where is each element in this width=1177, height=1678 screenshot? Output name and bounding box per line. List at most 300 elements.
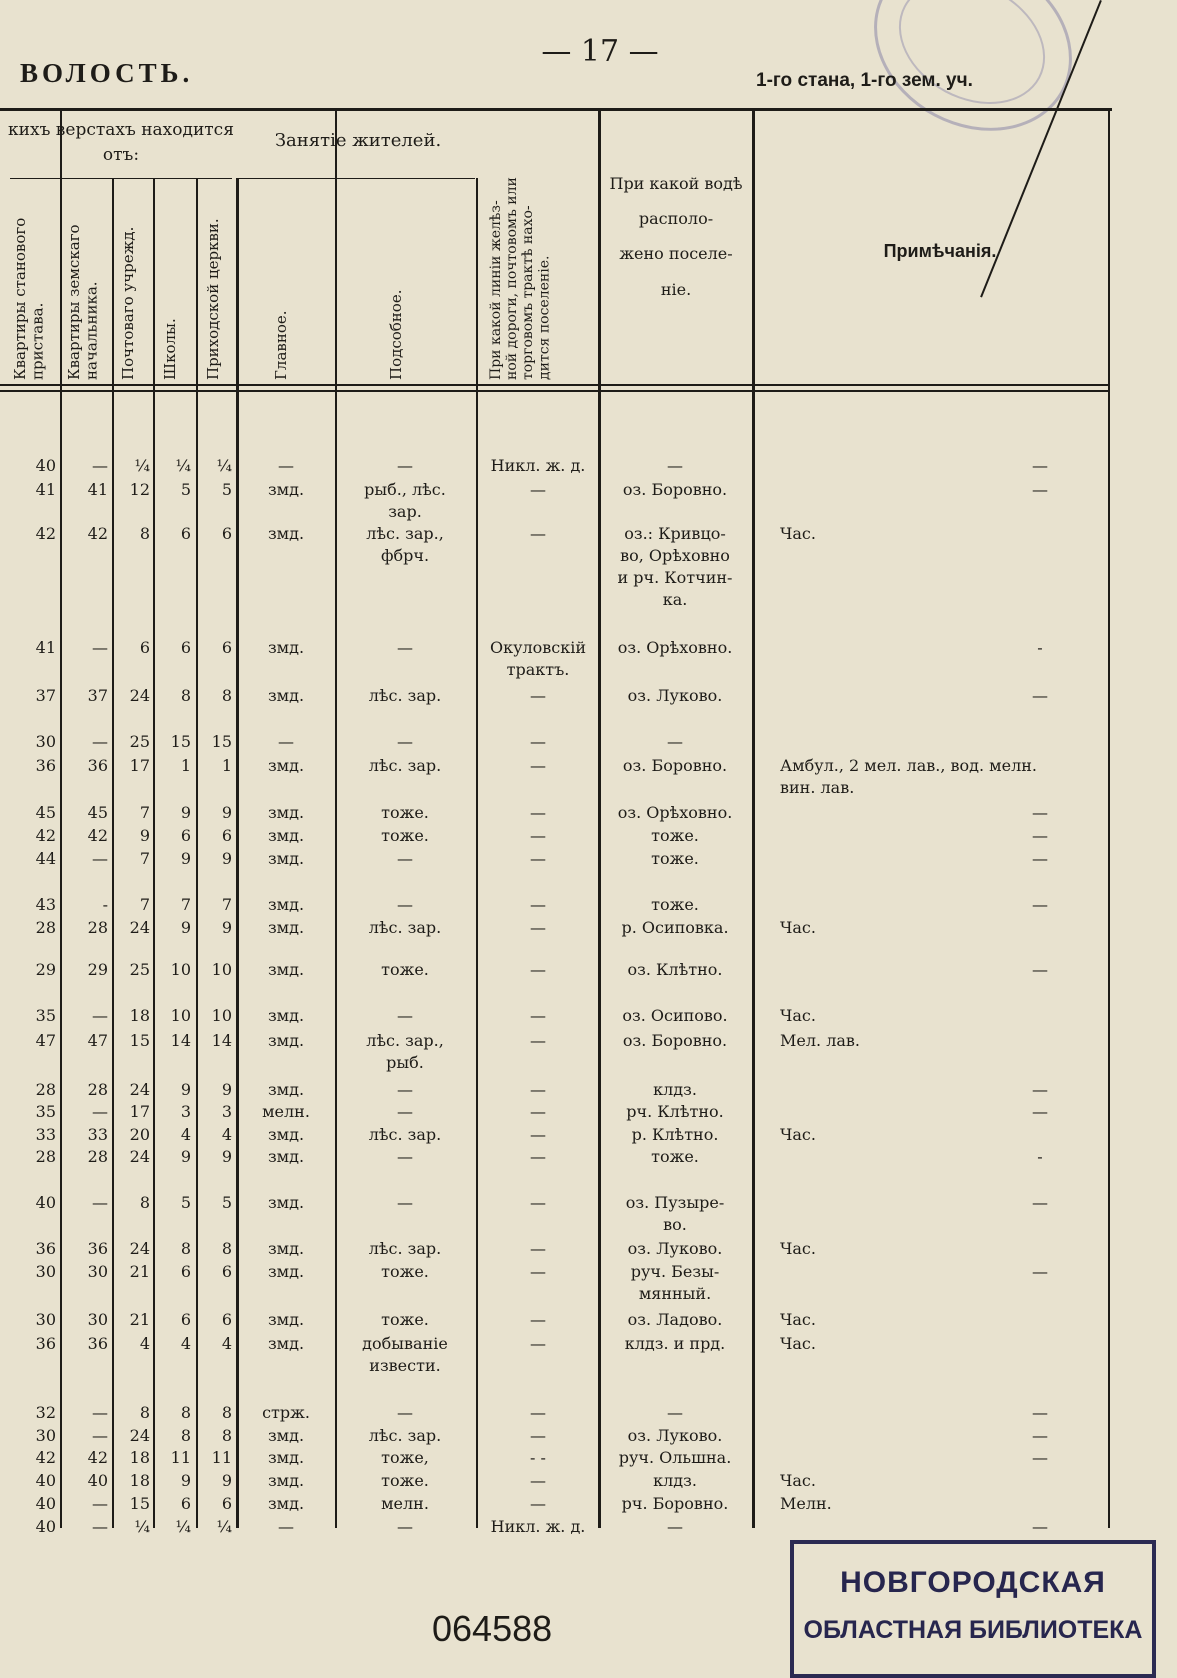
cell-aux: тоже.: [381, 960, 429, 979]
cell-c5: 9: [221, 1080, 232, 1099]
cell-aux: —: [397, 1006, 413, 1025]
cell-c2: 42: [87, 1448, 108, 1467]
header-col-aux-occupation: Подсобное.: [387, 289, 405, 380]
cell-c1: 35: [35, 1006, 56, 1025]
cell-c4: 3: [180, 1102, 191, 1121]
cell-aux: лѣс. зар.: [368, 1239, 442, 1258]
cell-c3: 7: [139, 803, 150, 822]
cell-aux: —: [397, 732, 413, 751]
cell-water: —: [667, 1403, 683, 1422]
cell-c5: 4: [221, 1125, 232, 1144]
cell-dash: —: [1032, 456, 1048, 475]
cell-dash: —: [1032, 686, 1048, 705]
cell-main: стрж.: [262, 1403, 310, 1422]
cell-road: Никл. ж. д.: [490, 456, 586, 475]
cell-c2: 30: [87, 1310, 108, 1329]
cell-water: тоже.: [651, 895, 699, 914]
cell-aux: тоже.: [381, 1310, 429, 1329]
cell-main: —: [278, 1517, 294, 1536]
cell-road: —: [530, 1403, 546, 1422]
cell-main: змд.: [267, 960, 305, 979]
cell-c4: ¼: [175, 456, 191, 475]
cell-c4: 1: [180, 756, 191, 775]
cell-c5: 8: [221, 1403, 232, 1422]
cell-road: —: [530, 1262, 546, 1281]
cell-aux: лѣс. зар.: [368, 686, 442, 705]
cell-road: —: [530, 480, 546, 499]
cell-c4: 9: [180, 803, 191, 822]
cell-c2: 36: [87, 756, 108, 775]
cell-c3: 25: [129, 732, 150, 751]
cell-aux: тоже.: [381, 826, 429, 845]
cell-main: змд.: [267, 1334, 305, 1353]
cell-road: —: [530, 1239, 546, 1258]
cell-c1: 35: [35, 1102, 56, 1121]
cell-c5: 9: [221, 803, 232, 822]
cell-main: —: [278, 456, 294, 475]
cell-water: ка.: [662, 590, 688, 609]
column-line: [236, 178, 239, 1528]
cell-dash: —: [1032, 1193, 1048, 1212]
cell-main: змд.: [267, 1125, 305, 1144]
cell-water: руч. Ольшна.: [618, 1448, 732, 1467]
inventory-number: 064588: [432, 1608, 553, 1649]
cell-main: змд.: [267, 1471, 305, 1490]
cell-c1: 44: [35, 849, 56, 868]
cell-dash: —: [1032, 1426, 1048, 1445]
cell-c5: 10: [211, 1006, 232, 1025]
library-stamp-line2: ОБЛАСТНАЯ БИБЛИОТЕКА: [803, 1616, 1143, 1644]
cell-aux: —: [397, 1147, 413, 1166]
cell-c4: 4: [180, 1125, 191, 1144]
cell-c5: ¼: [216, 1517, 232, 1536]
cell-c2: 30: [87, 1262, 108, 1281]
cell-main: змд.: [267, 1426, 305, 1445]
cell-road: —: [530, 1426, 546, 1445]
cell-c1: 40: [35, 1471, 56, 1490]
cell-main: змд.: [267, 1147, 305, 1166]
cell-dash: —: [1032, 803, 1048, 822]
cell-water: оз. Луково.: [627, 686, 723, 705]
cell-c4: 15: [170, 732, 191, 751]
cell-c4: 6: [180, 524, 191, 543]
cell-c2: 40: [87, 1471, 108, 1490]
cell-c4: 9: [180, 918, 191, 937]
cell-c4: ¼: [175, 1517, 191, 1536]
cell-water: оз. Луково.: [627, 1239, 723, 1258]
cell-c4: 8: [180, 1426, 191, 1445]
cell-dash: —: [1032, 960, 1048, 979]
cell-c4: 4: [180, 1334, 191, 1353]
cell-c2: —: [92, 849, 108, 868]
header-col-water: При какой водѣ располо- жено поселе- ніе.: [609, 174, 743, 299]
cell-c1: 33: [35, 1125, 56, 1144]
cell-water: —: [667, 456, 683, 475]
cell-c3: 8: [139, 1403, 150, 1422]
cell-water: во.: [663, 1215, 687, 1234]
cell-c2: —: [92, 1006, 108, 1025]
cell-c3: 25: [129, 960, 150, 979]
cell-main: змд.: [267, 524, 305, 543]
cell-c5: 4: [221, 1334, 232, 1353]
cell-c5: 14: [211, 1031, 232, 1050]
occupation-group-rule: [238, 178, 475, 179]
cell-dash: —: [1032, 1080, 1048, 1099]
cell-dash: —: [1032, 1403, 1048, 1422]
page-right-title: 1-го стана, 1-го зем. уч.: [756, 70, 973, 91]
cell-aux: извести.: [369, 1356, 441, 1375]
cell-c5: 15: [211, 732, 232, 751]
cell-c2: —: [92, 732, 108, 751]
cell-dash: -: [1037, 1147, 1043, 1166]
cell-c2: 28: [87, 1080, 108, 1099]
cell-water: тоже.: [651, 826, 699, 845]
cell-main: змд.: [267, 1031, 305, 1050]
cell-water: оз. Боровно.: [622, 480, 728, 499]
cell-c3: 17: [129, 1102, 150, 1121]
cell-aux: —: [397, 895, 413, 914]
cell-main: змд.: [267, 756, 305, 775]
library-stamp: [790, 1540, 1156, 1678]
cell-c3: 24: [129, 1426, 150, 1445]
cell-note: Час.: [780, 524, 816, 543]
cell-water: во, Орѣховно: [620, 546, 730, 565]
cell-road: —: [530, 826, 546, 845]
cell-main: змд.: [267, 1193, 305, 1212]
cell-c1: 36: [35, 1334, 56, 1353]
cell-road: —: [530, 960, 546, 979]
cell-aux: —: [397, 638, 413, 657]
cell-c3: 21: [129, 1310, 150, 1329]
cell-c5: 6: [221, 1310, 232, 1329]
cell-water: клдз.: [653, 1080, 697, 1099]
cell-water: оз. Орѣховно.: [617, 803, 733, 822]
cell-c2: 28: [87, 1147, 108, 1166]
header-top-rule: [0, 108, 1112, 111]
cell-c3: 15: [129, 1494, 150, 1513]
cell-main: змд.: [267, 918, 305, 937]
cell-c2: 47: [87, 1031, 108, 1050]
cell-c3: 18: [129, 1448, 150, 1467]
cell-c2: —: [92, 1517, 108, 1536]
cell-road: —: [530, 1006, 546, 1025]
cell-c1: 30: [35, 1426, 56, 1445]
cell-water: тоже.: [651, 849, 699, 868]
cell-c3: 6: [139, 638, 150, 657]
page-left-title: ВОЛОСТЬ.: [20, 58, 194, 88]
cell-c4: 10: [170, 960, 191, 979]
header-col-school: Школы.: [161, 318, 179, 380]
cell-c4: 7: [180, 895, 191, 914]
cell-c3: 7: [139, 849, 150, 868]
cell-aux: рыб., лѣс.: [364, 480, 446, 499]
cell-c5: 8: [221, 686, 232, 705]
cell-c2: —: [92, 1494, 108, 1513]
cell-main: змд.: [267, 1006, 305, 1025]
cell-note: Час.: [780, 1006, 816, 1025]
column-line: [752, 108, 755, 1528]
cell-road: —: [530, 1310, 546, 1329]
cell-c2: 41: [87, 480, 108, 499]
cell-c1: 30: [35, 1262, 56, 1281]
cell-aux: лѣс. зар.: [368, 1125, 442, 1144]
cell-dash: —: [1032, 895, 1048, 914]
cell-c5: 8: [221, 1426, 232, 1445]
cell-road: —: [530, 1471, 546, 1490]
cell-c5: 7: [221, 895, 232, 914]
cell-c3: 20: [129, 1125, 150, 1144]
cell-c1: 42: [35, 826, 56, 845]
cell-dash: —: [1032, 849, 1048, 868]
cell-main: змд.: [267, 803, 305, 822]
cell-c4: 8: [180, 1239, 191, 1258]
cell-c2: 28: [87, 918, 108, 937]
cell-c1: 41: [35, 638, 56, 657]
cell-main: мелн.: [262, 1102, 310, 1121]
cell-c1: 28: [35, 1147, 56, 1166]
cell-road: —: [530, 756, 546, 775]
cell-aux: тоже,: [381, 1448, 429, 1467]
cell-water: —: [667, 1517, 683, 1536]
cell-main: змд.: [267, 480, 305, 499]
cell-c4: 9: [180, 1147, 191, 1166]
cell-water: оз. Боровно.: [622, 756, 728, 775]
cell-dash: -: [1037, 638, 1043, 657]
cell-main: змд.: [267, 1080, 305, 1099]
cell-road: —: [530, 1031, 546, 1050]
cell-water: оз.: Кривцо-: [624, 524, 726, 543]
header-col-zemsky: Квартиры земскаго начальника.: [65, 224, 101, 380]
cell-c4: 9: [180, 1471, 191, 1490]
cell-water: руч. Безы-: [630, 1262, 720, 1281]
cell-aux: —: [397, 849, 413, 868]
cell-aux: —: [397, 1102, 413, 1121]
cell-c5: 6: [221, 524, 232, 543]
cell-c3: ¼: [134, 1517, 150, 1536]
cell-c4: 14: [170, 1031, 191, 1050]
cell-road: —: [530, 1193, 546, 1212]
cell-c5: 9: [221, 918, 232, 937]
cell-c5: 6: [221, 638, 232, 657]
cell-note: Амбул., 2 мел. лав., вод. мелн.: [780, 756, 1038, 775]
cell-road: трактъ.: [506, 660, 570, 679]
cell-c2: 29: [87, 960, 108, 979]
cell-main: змд.: [267, 1239, 305, 1258]
cell-c2: 36: [87, 1334, 108, 1353]
cell-c1: 45: [35, 803, 56, 822]
cell-c5: 6: [221, 1494, 232, 1513]
cell-c3: 17: [129, 756, 150, 775]
cell-note: Час.: [780, 1334, 816, 1353]
cell-c4: 11: [170, 1448, 191, 1467]
cell-main: змд.: [267, 1310, 305, 1329]
cell-c5: ¼: [216, 456, 232, 475]
cell-water: и рч. Котчин-: [617, 568, 733, 587]
cell-c5: 6: [221, 826, 232, 845]
cell-note: Мелн.: [780, 1494, 832, 1513]
cell-water: р. Клѣтно.: [631, 1125, 719, 1144]
header-col-stanovoy: Квартиры станового пристава.: [11, 217, 47, 380]
cell-water: р. Осиповка.: [621, 918, 729, 937]
cell-c3: 8: [139, 524, 150, 543]
cell-c4: 6: [180, 638, 191, 657]
cell-aux: фбрч.: [380, 546, 430, 565]
cell-c4: 8: [180, 1403, 191, 1422]
cell-road: —: [530, 1334, 546, 1353]
cell-c3: 18: [129, 1006, 150, 1025]
header-col-post: Почтоваго учрежд.: [119, 226, 137, 380]
cell-c3: 15: [129, 1031, 150, 1050]
cell-road: —: [530, 849, 546, 868]
cell-main: змд.: [267, 1494, 305, 1513]
cell-c1: 40: [35, 1193, 56, 1212]
cell-c2: 36: [87, 1239, 108, 1258]
page-number: — 17 —: [541, 34, 659, 69]
cell-c5: 5: [221, 480, 232, 499]
cell-c3: 24: [129, 1239, 150, 1258]
cell-note: Час.: [780, 1125, 816, 1144]
cell-aux: лѣс. зар.: [368, 918, 442, 937]
distance-group-rule: [10, 178, 232, 179]
cell-road: —: [530, 686, 546, 705]
cell-c1: 42: [35, 1448, 56, 1467]
cell-c4: 9: [180, 849, 191, 868]
cell-road: —: [530, 1494, 546, 1513]
cell-c1: 40: [35, 456, 56, 475]
header-col-notes: Примѣчанія.: [883, 241, 997, 261]
cell-c3: 24: [129, 1080, 150, 1099]
cell-main: змд.: [267, 1262, 305, 1281]
cell-dash: —: [1032, 1262, 1048, 1281]
cell-road: —: [530, 524, 546, 543]
cell-c3: 4: [139, 1334, 150, 1353]
cell-main: змд.: [267, 638, 305, 657]
cell-aux: лѣс. зар.,: [366, 524, 444, 543]
cell-aux: рыб.: [386, 1053, 424, 1072]
cell-road: —: [530, 732, 546, 751]
header-distance-group: кихъ верстахъ находится отъ:: [8, 120, 234, 165]
cell-main: змд.: [267, 686, 305, 705]
cell-water: оз. Пузыре-: [625, 1193, 725, 1212]
cell-c3: 24: [129, 1147, 150, 1166]
cell-road: Никл. ж. д.: [490, 1517, 586, 1536]
cell-c2: 45: [87, 803, 108, 822]
cell-note: Час.: [780, 1471, 816, 1490]
cell-water: оз. Ладово.: [627, 1310, 723, 1329]
cell-c1: 28: [35, 918, 56, 937]
cell-aux: лѣс. зар.,: [366, 1031, 444, 1050]
cell-c5: 9: [221, 1147, 232, 1166]
cell-aux: —: [397, 1517, 413, 1536]
cell-c1: 40: [35, 1517, 56, 1536]
cell-note: Час.: [780, 1239, 816, 1258]
cell-c4: 5: [180, 480, 191, 499]
cell-road: —: [530, 1125, 546, 1144]
cell-main: змд.: [267, 895, 305, 914]
cell-c5: 10: [211, 960, 232, 979]
cell-water: оз. Боровно.: [622, 1031, 728, 1050]
cell-main: змд.: [267, 826, 305, 845]
cell-c5: 3: [221, 1102, 232, 1121]
cell-c1: 32: [35, 1403, 56, 1422]
cell-water: тоже.: [651, 1147, 699, 1166]
cell-aux: тоже.: [381, 1471, 429, 1490]
cell-c4: 5: [180, 1193, 191, 1212]
cell-c4: 6: [180, 1310, 191, 1329]
cell-road: —: [530, 1147, 546, 1166]
cell-road: - -: [530, 1448, 546, 1467]
cell-c2: 42: [87, 826, 108, 845]
cell-c4: 6: [180, 826, 191, 845]
cell-c1: 29: [35, 960, 56, 979]
header-col-church: Приходской церкви.: [204, 218, 222, 380]
cell-aux: —: [397, 1193, 413, 1212]
cell-water: оз. Клѣтно.: [627, 960, 723, 979]
cell-c5: 1: [221, 756, 232, 775]
cell-c1: 37: [35, 686, 56, 705]
cell-c3: ¼: [134, 456, 150, 475]
header-col-road: При какой линіи желѣз- ной дороги, почтовомъ или торговомъ трактѣ нахо- дится поселеніе.: [488, 177, 553, 380]
cell-c1: 40: [35, 1494, 56, 1513]
header-bottom-rule-2: [0, 390, 1108, 392]
cell-dash: —: [1032, 1517, 1048, 1536]
cell-c2: —: [92, 638, 108, 657]
cell-aux: тоже.: [381, 803, 429, 822]
cell-note: вин. лав.: [780, 778, 855, 797]
cell-road: Окуловскій: [489, 638, 587, 657]
cell-c5: 9: [221, 849, 232, 868]
cell-water: оз. Луково.: [627, 1426, 723, 1445]
cell-water: рч. Клѣтно.: [626, 1102, 724, 1121]
cell-water: —: [667, 732, 683, 751]
cell-main: —: [278, 732, 294, 751]
cell-c5: 8: [221, 1239, 232, 1258]
cell-c5: 6: [221, 1262, 232, 1281]
cell-aux: тоже.: [381, 1262, 429, 1281]
cell-aux: лѣс. зар.: [368, 1426, 442, 1445]
cell-aux: —: [397, 1403, 413, 1422]
cell-c3: 9: [139, 826, 150, 845]
cell-c2: 42: [87, 524, 108, 543]
header-bottom-rule: [0, 384, 1108, 386]
cell-c5: 5: [221, 1193, 232, 1212]
cell-c1: 43: [35, 895, 56, 914]
cell-c1: 42: [35, 524, 56, 543]
cell-dash: —: [1032, 480, 1048, 499]
cell-c1: 30: [35, 732, 56, 751]
cell-note: Час.: [780, 918, 816, 937]
cell-c4: 8: [180, 686, 191, 705]
cell-aux: лѣс. зар.: [368, 756, 442, 775]
cell-c2: —: [92, 1193, 108, 1212]
cell-c4: 9: [180, 1080, 191, 1099]
cell-aux: добываніе: [362, 1334, 448, 1353]
cell-c4: 6: [180, 1262, 191, 1281]
cell-note: Час.: [780, 1310, 816, 1329]
library-stamp-line1: НОВГОРОДСКАЯ: [840, 1566, 1106, 1599]
cell-c2: —: [92, 1102, 108, 1121]
cell-aux: мелн.: [381, 1494, 429, 1513]
cell-dash: —: [1032, 1102, 1048, 1121]
cell-c1: 36: [35, 756, 56, 775]
cell-c2: —: [92, 456, 108, 475]
cell-c3: 18: [129, 1471, 150, 1490]
cell-c3: 24: [129, 686, 150, 705]
cell-c3: 7: [139, 895, 150, 914]
cell-c2: 37: [87, 686, 108, 705]
cell-main: змд.: [267, 1448, 305, 1467]
header-col-main-occupation: Главное.: [272, 310, 290, 380]
